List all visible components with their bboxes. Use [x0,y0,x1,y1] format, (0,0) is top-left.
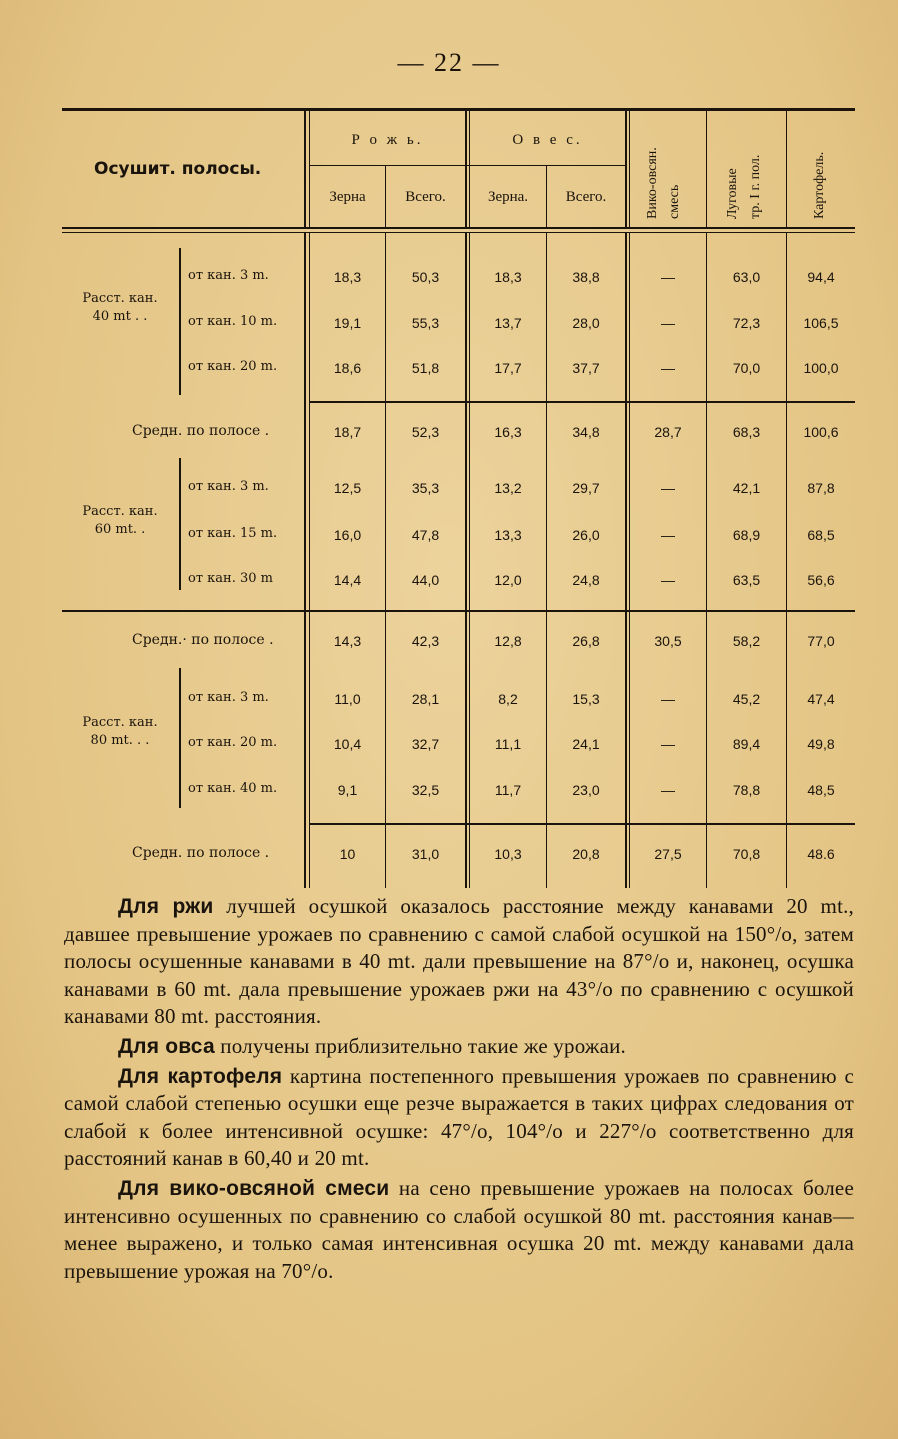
section-rule [62,610,855,612]
group-label [62,290,178,326]
table-cell: 72,3 [732,315,761,331]
table-cell: — [661,360,675,376]
group-label-line: Расст. кан. [82,504,158,519]
table-cell: 56,6 [807,572,835,588]
average-label: Средн. по полосе . [132,423,270,439]
table-cell: 11,7 [494,782,522,798]
row-label: от кан. 3 m. [188,268,269,283]
table-cell: — [661,572,675,588]
group-bracket [179,248,181,395]
average-label: Средн. по полосе . [132,845,270,861]
table-cell: 27,5 [654,846,682,862]
table-cell: 20,8 [572,846,600,862]
table-cell: 48,5 [807,782,835,798]
group-label-line: Расст. кан. [82,715,158,730]
paragraph-body: на сено превышение урожаев на полосах более интенсивно осушенных по сравнению со слабой осушкой 80 mt. расстояния канав—менее выражено, и только самая интенсивная осушка 20 mt. между канавами дала превышение урожая на 70°/о. [64,1175,854,1283]
table-cell: 58,2 [732,633,761,649]
first-column-header: Осушит. полосы. [94,159,262,179]
table-cell: 47,4 [807,691,835,707]
table-cell: 78,8 [732,782,761,798]
table-cell: 49,8 [807,736,835,752]
table-cell: 68,5 [807,527,835,543]
table-cell: 87,8 [807,480,835,496]
row-label: от кан. 20 m. [188,735,278,750]
table-cell: 51,8 [411,360,440,376]
table-cell: 47,8 [411,527,440,543]
table-cell: 18,6 [333,360,362,376]
header-divider [786,111,787,229]
table-cell: 10,3 [494,846,522,862]
row-label: от кан. 40 m. [188,781,278,796]
header-divider [309,111,310,229]
header-divider [465,111,467,229]
potato-header: Картофель. [812,151,827,219]
paragraph-vetch [64,1175,854,1285]
table-cell: 8,2 [498,691,518,707]
vetch-oat-header: Вико-овсян. [645,147,660,219]
paragraph-lead: Для ржи [118,895,214,918]
header-divider [706,111,707,229]
table-cell: 70,8 [732,846,761,862]
table-cell: 13,7 [494,315,522,331]
rye-grain-header: Зерна [329,189,366,205]
table-cell: 24,1 [572,736,600,752]
table-cell: 14,3 [333,633,362,649]
table-cell: 28,1 [411,691,440,707]
column-divider [625,233,627,888]
table-cell: 55,3 [411,315,440,331]
table-cell: 32,5 [411,782,440,798]
table-cell: 100,6 [803,424,839,440]
table-cell: 30,5 [654,633,682,649]
group-label-line: 40 mt . . [92,309,148,324]
paragraph-oats [64,1033,854,1061]
table-cell: 18,3 [494,269,522,285]
average-label: Средн.· по полосе . [132,632,274,648]
table-cell: 100,0 [803,360,839,376]
table-cell: 48.6 [807,846,835,862]
table-cell: 11,0 [334,691,361,707]
header-bottom-rule [62,232,855,233]
paragraph-rye [64,893,854,1031]
table-cell: 77,0 [807,633,835,649]
table-cell: 63,5 [732,572,761,588]
table-cell: 15,3 [572,691,600,707]
table-cell: 9,1 [337,782,358,798]
header-divider [469,111,470,229]
table-cell: 106,5 [803,315,839,331]
group-label [62,503,178,539]
table-cell: 37,7 [572,360,600,376]
table-cell: 12,5 [333,480,362,496]
table-cell: 16,3 [494,424,522,440]
table-cell: 31,0 [411,846,440,862]
oats-header: О в е с. [512,132,583,148]
section-rule [310,823,855,825]
table-cell: 13,3 [494,527,522,543]
table-cell: 26,8 [572,633,600,649]
paragraph-lead: Для картофеля [118,1064,283,1088]
table-cell: 63,0 [732,269,761,285]
group-label-line: 80 mt. . . [90,733,150,748]
meadow-header: Луговые [725,168,740,219]
paragraph-lead: Для овса [118,1034,215,1058]
table-cell: — [661,527,675,543]
section-rule [310,401,855,403]
table-cell: 10 [339,846,356,862]
row-label: от кан. 3 m. [188,479,269,494]
group-label-line: Расст. кан. [82,291,158,306]
table-cell: 42,3 [411,633,440,649]
table-cell: 12,0 [494,572,522,588]
table-cell: 12,8 [494,633,522,649]
page-number: — 22 — [397,48,501,77]
table-cell: 26,0 [572,527,600,543]
table-cell: 94,4 [807,269,835,285]
table-cell: 11,1 [494,736,522,752]
table-cell: 45,2 [732,691,761,707]
table-cell: 10,4 [333,736,362,752]
body-text [64,893,854,1285]
paragraph-body: лучшей осушкой оказалось расстояние между канавами 20 mt., давшее превышение урожаев по сравнению с самой слабой осушкой на 150°/о, затем полосы осушенные канавами в 40 mt. дали превышение на 87°/о и, наконец, осушка канавами в 60 mt. дала превышение урожаев ржи на 43°/о по сравнению с осушкой канавами 80 mt. расстояния. [64,894,855,1029]
group-label-line: 60 mt. . [94,522,146,537]
paragraph-body: картина постепенного превышения урожаев по сравнению с самой слабой степенью осушки еще резче выражается в таких цифрах следования от слабой к более интенсивной осушке: 47°/о, 104°/о и 227°/о соответственно для расстояний канав в 60,40 и 20 mt. [64,1063,854,1171]
table-cell: 18,3 [333,269,362,285]
column-divider [465,233,467,888]
table-cell: 42,1 [732,480,761,496]
table-cell: 34,8 [572,424,600,440]
row-label: от кан. 3 m. [188,690,269,705]
table-cell: 70,0 [732,360,761,376]
table-cell: 50,3 [411,269,440,285]
table-cell: 23,0 [572,782,600,798]
table-cell: 17,7 [494,360,522,376]
table-cell: 52,3 [411,424,440,440]
row-label: от кан. 10 m. [188,314,278,329]
column-divider [304,233,306,888]
vetch-oat-header-2: смесь [667,184,682,219]
row-label: от кан. 30 m [188,571,273,586]
table-cell: — [661,480,675,496]
header-divider [629,111,630,229]
table-cell: 28,7 [654,424,682,440]
table-cell: — [661,736,675,752]
table-cell: 32,7 [411,736,440,752]
paragraph-body: получены приблизительно такие же урожаи. [214,1033,626,1058]
table-top-rule [62,108,855,111]
table-cell: 18,7 [333,424,362,440]
group-label [62,714,178,750]
table-cell: 24,8 [572,572,600,588]
table-cell: — [661,691,675,707]
subheader-rule [309,165,626,166]
table-cell: 28,0 [572,315,600,331]
header-divider [625,111,627,229]
table-cell: 44,0 [411,572,440,588]
table-cell: 16,0 [333,527,362,543]
header-bottom-rule [62,227,855,229]
row-label: от кан. 20 m. [188,359,278,374]
row-label: от кан. 15 m. [188,526,278,541]
oats-total-header: Всего. [565,189,607,205]
table-cell: 89,4 [732,736,761,752]
table-cell: — [661,782,675,798]
table-cell: 68,9 [732,527,761,543]
rye-header: Р о ж ь. [351,132,424,148]
table-cell: — [661,315,675,331]
table-cell: 38,8 [572,269,600,285]
paragraph-lead: Для вико-овсяной смеси [118,1176,390,1200]
table-cell: 13,2 [494,480,522,496]
group-bracket [179,458,181,590]
oats-grain-header: Зерна. [487,189,529,205]
yield-table [62,108,855,888]
group-bracket [179,668,181,808]
table-cell: — [661,269,675,285]
table-cell: 19,1 [333,315,362,331]
header-divider [304,111,306,229]
table-cell: 68,3 [732,424,761,440]
table-cell: 14,4 [333,572,362,588]
meadow-header-2: тр. I г. пол. [748,154,763,219]
paragraph-potato [64,1063,854,1173]
table-cell: 29,7 [572,480,600,496]
table-cell: 35,3 [411,480,440,496]
rye-total-header: Всего. [405,189,446,205]
